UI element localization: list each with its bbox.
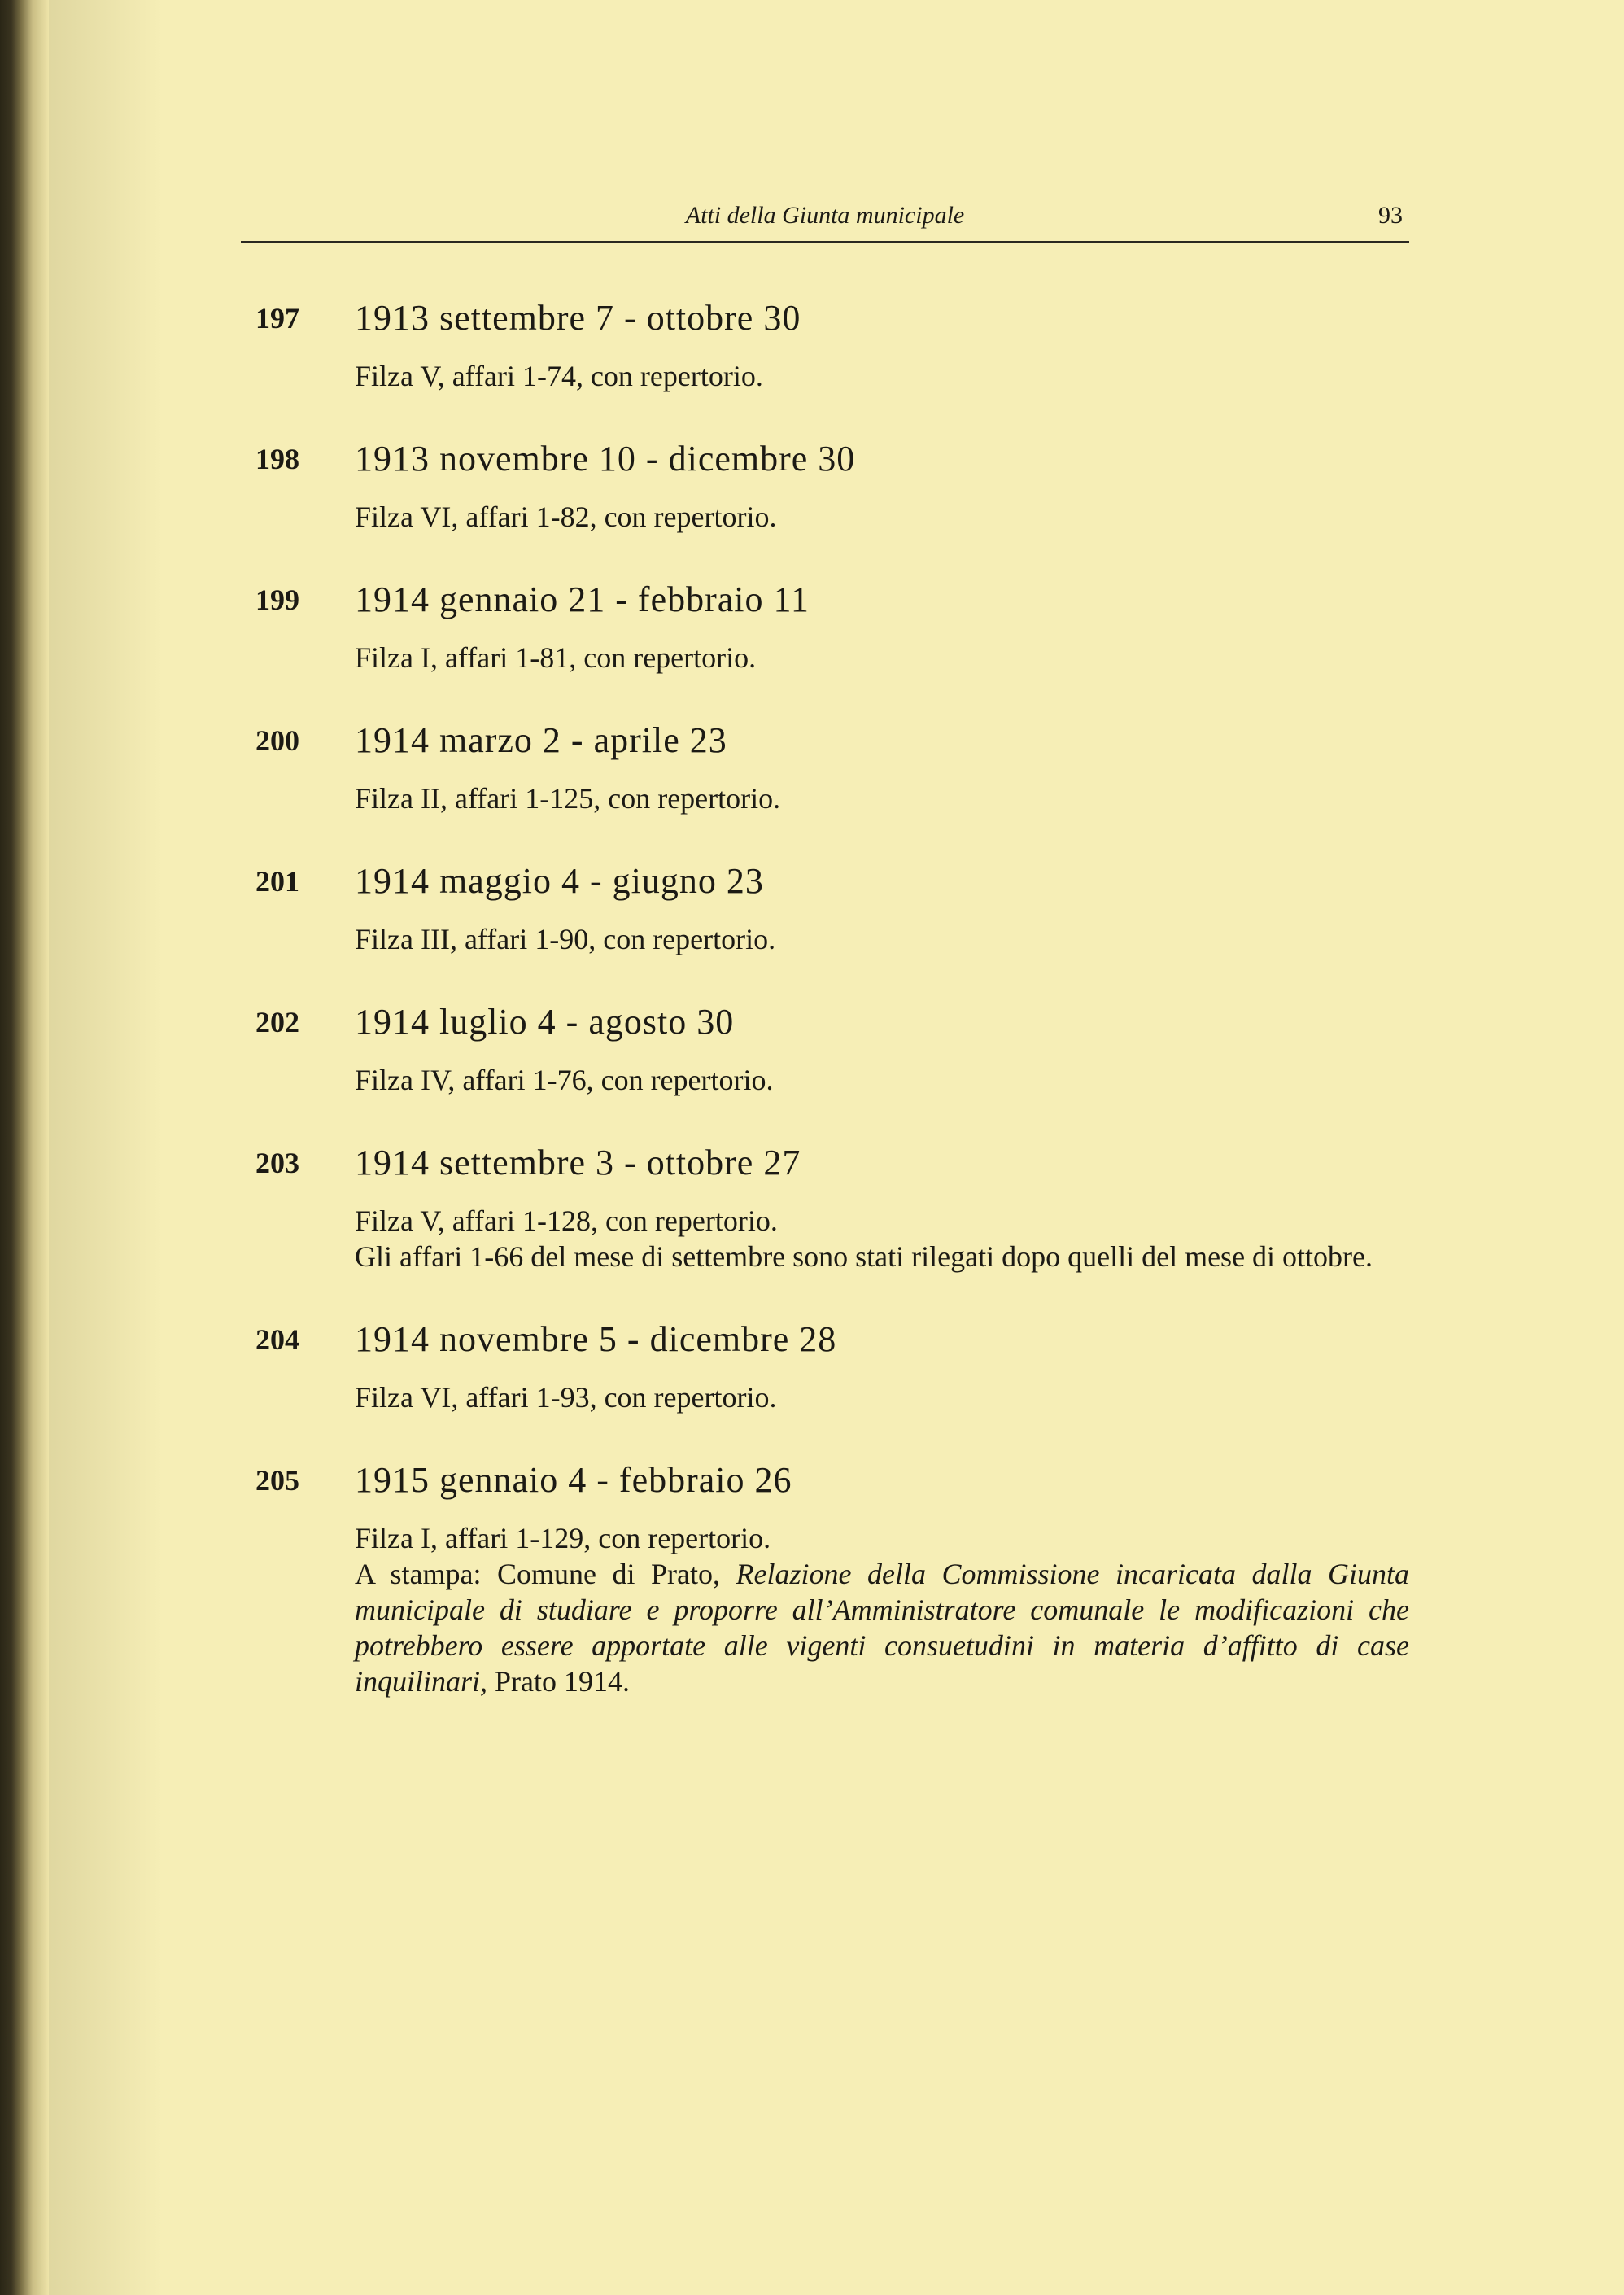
entry-description: Filza III, affari 1-90, con repertorio. [355,923,776,955]
entry-dates: 1914 novembre 5 - dicembre 28 [355,1319,837,1359]
entry-description: Filza VI, affari 1-82, con repertorio. [355,501,777,533]
list-item [241,719,1409,816]
entry-dates: 1914 settembre 3 - ottobre 27 [355,1143,801,1182]
list-item [241,296,1409,394]
entry-number: 200 [255,724,299,757]
page-header [241,195,1409,243]
entry-description: Filza V, affari 1-128, con repertorio. [355,1204,778,1237]
entry-dates: 1914 gennaio 21 - febbraio 11 [355,579,810,619]
entry-dates: 1913 novembre 10 - dicembre 30 [355,439,856,479]
entry-number: 201 [255,865,299,898]
entry-dates: 1915 gennaio 4 - febbraio 26 [355,1460,792,1500]
entry-dates: 1914 luglio 4 - agosto 30 [355,1002,735,1042]
note-title: Relazione della Commissione incaricata dalla Giunta municipale di studiare e proporre all’Amministratore comunale le modificazioni che potrebbero essere apportate alle vigenti consuetudini in materia d’affitto di case inquilinari, [355,1558,1409,1698]
entry-number: 204 [255,1323,299,1356]
entry-number: 203 [255,1147,299,1179]
list-item [241,578,1409,675]
list-item [241,1141,1409,1274]
page-number: 93 [1378,202,1403,229]
entry-description: Filza I, affari 1-129, con repertorio. [355,1522,771,1554]
list-item [241,1458,1409,1699]
running-title: Atti della Giunta municipale [685,202,965,229]
entry-dates: 1913 settembre 7 - ottobre 30 [355,298,801,338]
entry-note [355,1556,1409,1699]
entry-description: Filza II, affari 1-125, con repertorio. [355,782,781,815]
entry-number: 205 [255,1464,299,1497]
entry-number: 198 [255,443,299,475]
book-page [241,195,1409,1742]
entry-number: 197 [255,302,299,334]
entry-note: Gli affari 1-66 del mese di settembre sono stati rilegati dopo quelli del mese di ottobre. [355,1240,1373,1273]
entry-description: Filza I, affari 1-81, con repertorio. [355,641,757,674]
note-suffix: Prato 1914. [487,1665,631,1698]
entry-number: 199 [255,584,299,616]
list-item [241,437,1409,535]
entry-description: Filza IV, affari 1-76, con repertorio. [355,1064,774,1096]
entry-number: 202 [255,1006,299,1038]
entry-description: Filza VI, affari 1-93, con repertorio. [355,1381,777,1414]
entry-list [241,296,1409,1699]
entry-description: Filza V, affari 1-74, con repertorio. [355,360,763,392]
list-item [241,859,1409,957]
list-item [241,1000,1409,1098]
page-fold-shadow [49,0,163,2295]
entry-dates: 1914 maggio 4 - giugno 23 [355,861,764,901]
entry-dates: 1914 marzo 2 - aprile 23 [355,720,727,760]
list-item [241,1318,1409,1415]
book-spine-shadow [0,0,49,2295]
note-prefix: A stampa: Comune di Prato, [355,1558,736,1590]
